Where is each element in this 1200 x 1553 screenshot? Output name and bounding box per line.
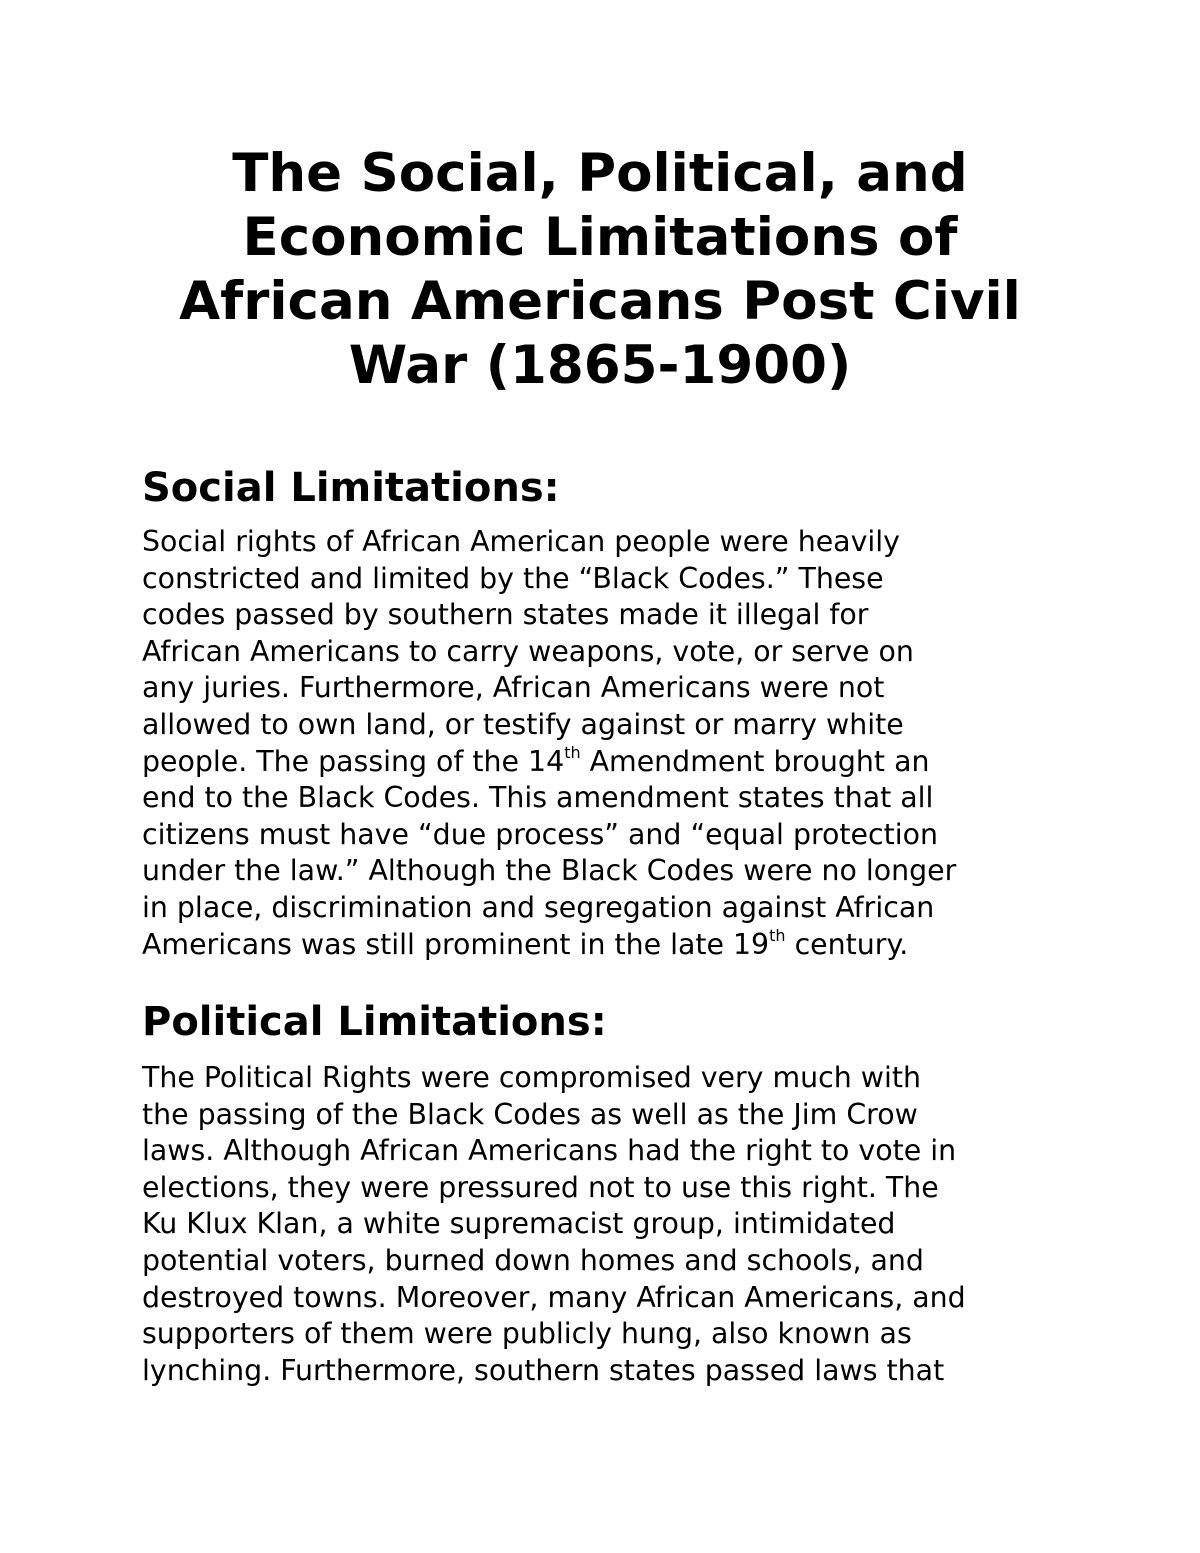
- ordinal-superscript: th: [564, 743, 581, 763]
- paragraph-line: elections, they were pressured not to use this right. The: [142, 1170, 939, 1204]
- paragraph-line: Ku Klux Klan, a white supremacist group, intimidated: [142, 1207, 896, 1241]
- paragraph-line: lynching. Furthermore, southern states passed laws that: [142, 1353, 945, 1387]
- paragraph-line: in place, discrimination and segregation against African: [142, 890, 935, 924]
- paragraph-line: allowed to own land, or testify against or marry white: [142, 707, 904, 741]
- paragraph-line: codes passed by southern states made it illegal for: [142, 598, 869, 632]
- title-line: African Americans Post Civil: [179, 271, 1021, 332]
- line-text: people. The passing of the 14: [142, 744, 565, 778]
- paragraph-line: destroyed towns. Moreover, many African Americans, and: [142, 1280, 966, 1314]
- paragraph-line: [142, 927, 956, 964]
- ordinal-superscript: th: [769, 926, 786, 946]
- social-limitations-paragraph: [142, 524, 956, 963]
- paragraph-line: supporters of them were publicly hung, also known as: [142, 1317, 912, 1351]
- paragraph-line: laws. Although African Americans had the right to vote in: [142, 1134, 957, 1168]
- political-limitations-paragraph: [142, 1060, 966, 1389]
- line-text: Americans was still prominent in the late 19: [142, 927, 770, 961]
- political-limitations-heading: Political Limitations:: [142, 999, 607, 1045]
- paragraph-line: citizens must have “due process” and “equal protection: [142, 817, 938, 851]
- paragraph-line: Social rights of African American people were heavily: [142, 525, 900, 558]
- title-line: Economic Limitations of: [242, 207, 958, 268]
- paragraph-line: constricted and limited by the “Black Codes.” These: [142, 561, 884, 595]
- paragraph-line: under the law.” Although the Black Codes were no longer: [142, 854, 957, 888]
- paragraph-line: potential voters, burned down homes and schools, and: [142, 1243, 924, 1277]
- social-limitations-heading: Social Limitations:: [142, 465, 560, 511]
- title-line: War (1865-1900): [348, 335, 852, 396]
- paragraph-line: [142, 744, 956, 781]
- paragraph-line: end to the Black Codes. This amendment states that all: [142, 781, 934, 815]
- line-text: century.: [785, 927, 909, 961]
- paragraph-line: any juries. Furthermore, African Americans were not: [142, 671, 885, 705]
- document-title: [120, 142, 1080, 398]
- paragraph-line: the passing of the Black Codes as well as the Jim Crow: [142, 1097, 918, 1131]
- line-text: Amendment brought an: [580, 744, 930, 778]
- title-line: The Social, Political, and: [232, 143, 968, 204]
- paragraph-line: The Political Rights were compromised very much with: [142, 1061, 922, 1094]
- paragraph-line: African Americans to carry weapons, vote, or serve on: [142, 634, 914, 668]
